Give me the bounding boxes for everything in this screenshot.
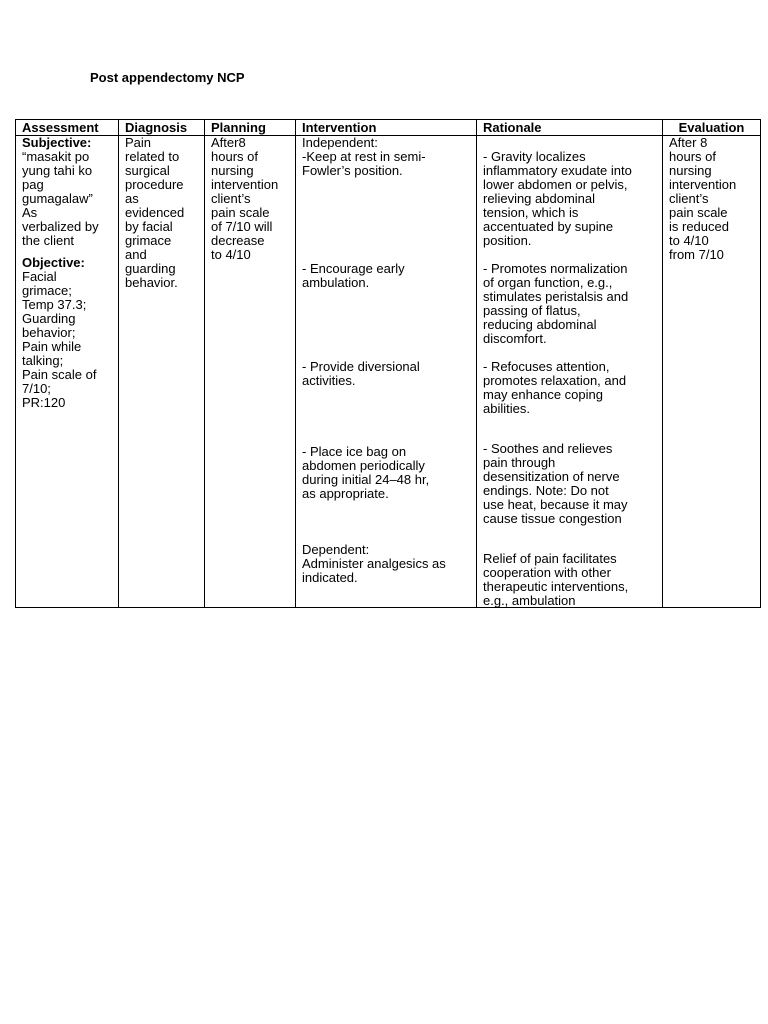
- header-evaluation: Evaluation: [663, 120, 761, 136]
- intervention-cell: [296, 136, 477, 608]
- dependent-label: Dependent:: [302, 542, 370, 557]
- intervention-item-5: Administer analgesics as indicated.: [302, 556, 446, 585]
- assessment-cell: [16, 136, 119, 608]
- header-rationale: Rationale: [477, 120, 663, 136]
- planning-text: After8 hours of nursing intervention client’s pain scale of 7/10 will decrease to 4/10: [211, 135, 279, 262]
- subjective-label: Subjective:: [22, 135, 92, 150]
- planning-cell: [205, 136, 296, 608]
- ncp-table: [15, 119, 761, 608]
- intervention-item-2: - Encourage early ambulation.: [302, 261, 405, 290]
- intervention-item-4: - Place ice bag on abdomen periodically during initial 24–48 hr, as appropriate.: [302, 444, 430, 501]
- intervention-item-3: - Provide diversional activities.: [302, 359, 420, 388]
- intervention-item-1: -Keep at rest in semi- Fowler’s position.: [302, 149, 426, 178]
- rationale-item-2: - Promotes normalization of organ function, e.g., stimulates peristalsis and passing of flatus, reducing abdominal discomfort.: [483, 261, 629, 346]
- page-title: Post appendectomy NCP: [90, 70, 245, 85]
- rationale-item-4: - Soothes and relieves pain through desensitization of nerve endings. Note: Do not use heat, because it may cause tissue congestion: [483, 441, 628, 526]
- objective-label: Objective:: [22, 255, 85, 270]
- rationale-item-3: - Refocuses attention, promotes relaxation, and may enhance coping abilities.: [483, 359, 627, 416]
- header-diagnosis: Diagnosis: [119, 120, 205, 136]
- header-planning: Planning: [205, 120, 296, 136]
- independent-label: Independent:: [302, 135, 378, 150]
- rationale-item-5: Relief of pain facilitates cooperation with other therapeutic interventions, e.g., ambulation: [483, 551, 629, 608]
- header-row: [16, 120, 761, 136]
- evaluation-cell: [663, 136, 761, 608]
- header-intervention: Intervention: [296, 120, 477, 136]
- diagnosis-cell: [119, 136, 205, 608]
- header-assessment: Assessment: [16, 120, 119, 136]
- diagnosis-text: Pain related to surgical procedure as evidenced by facial grimace and guarding behavior.: [125, 135, 185, 290]
- rationale-item-1: - Gravity localizes inflammatory exudate into lower abdomen or pelvis, relieving abdominal tension, which is accentuated by supine position.: [483, 149, 632, 248]
- evaluation-text: After 8 hours of nursing intervention client’s pain scale is reduced to 4/10 from 7/10: [669, 135, 737, 262]
- subjective-text: “masakit po yung tahi ko pag gumagalaw” As verbalized by the client: [22, 149, 99, 248]
- table-row: [16, 136, 761, 608]
- rationale-cell: [477, 136, 663, 608]
- objective-text: Facial grimace; Temp 37.3; Guarding behavior; Pain while talking; Pain scale of 7/10; PR:120: [22, 269, 97, 410]
